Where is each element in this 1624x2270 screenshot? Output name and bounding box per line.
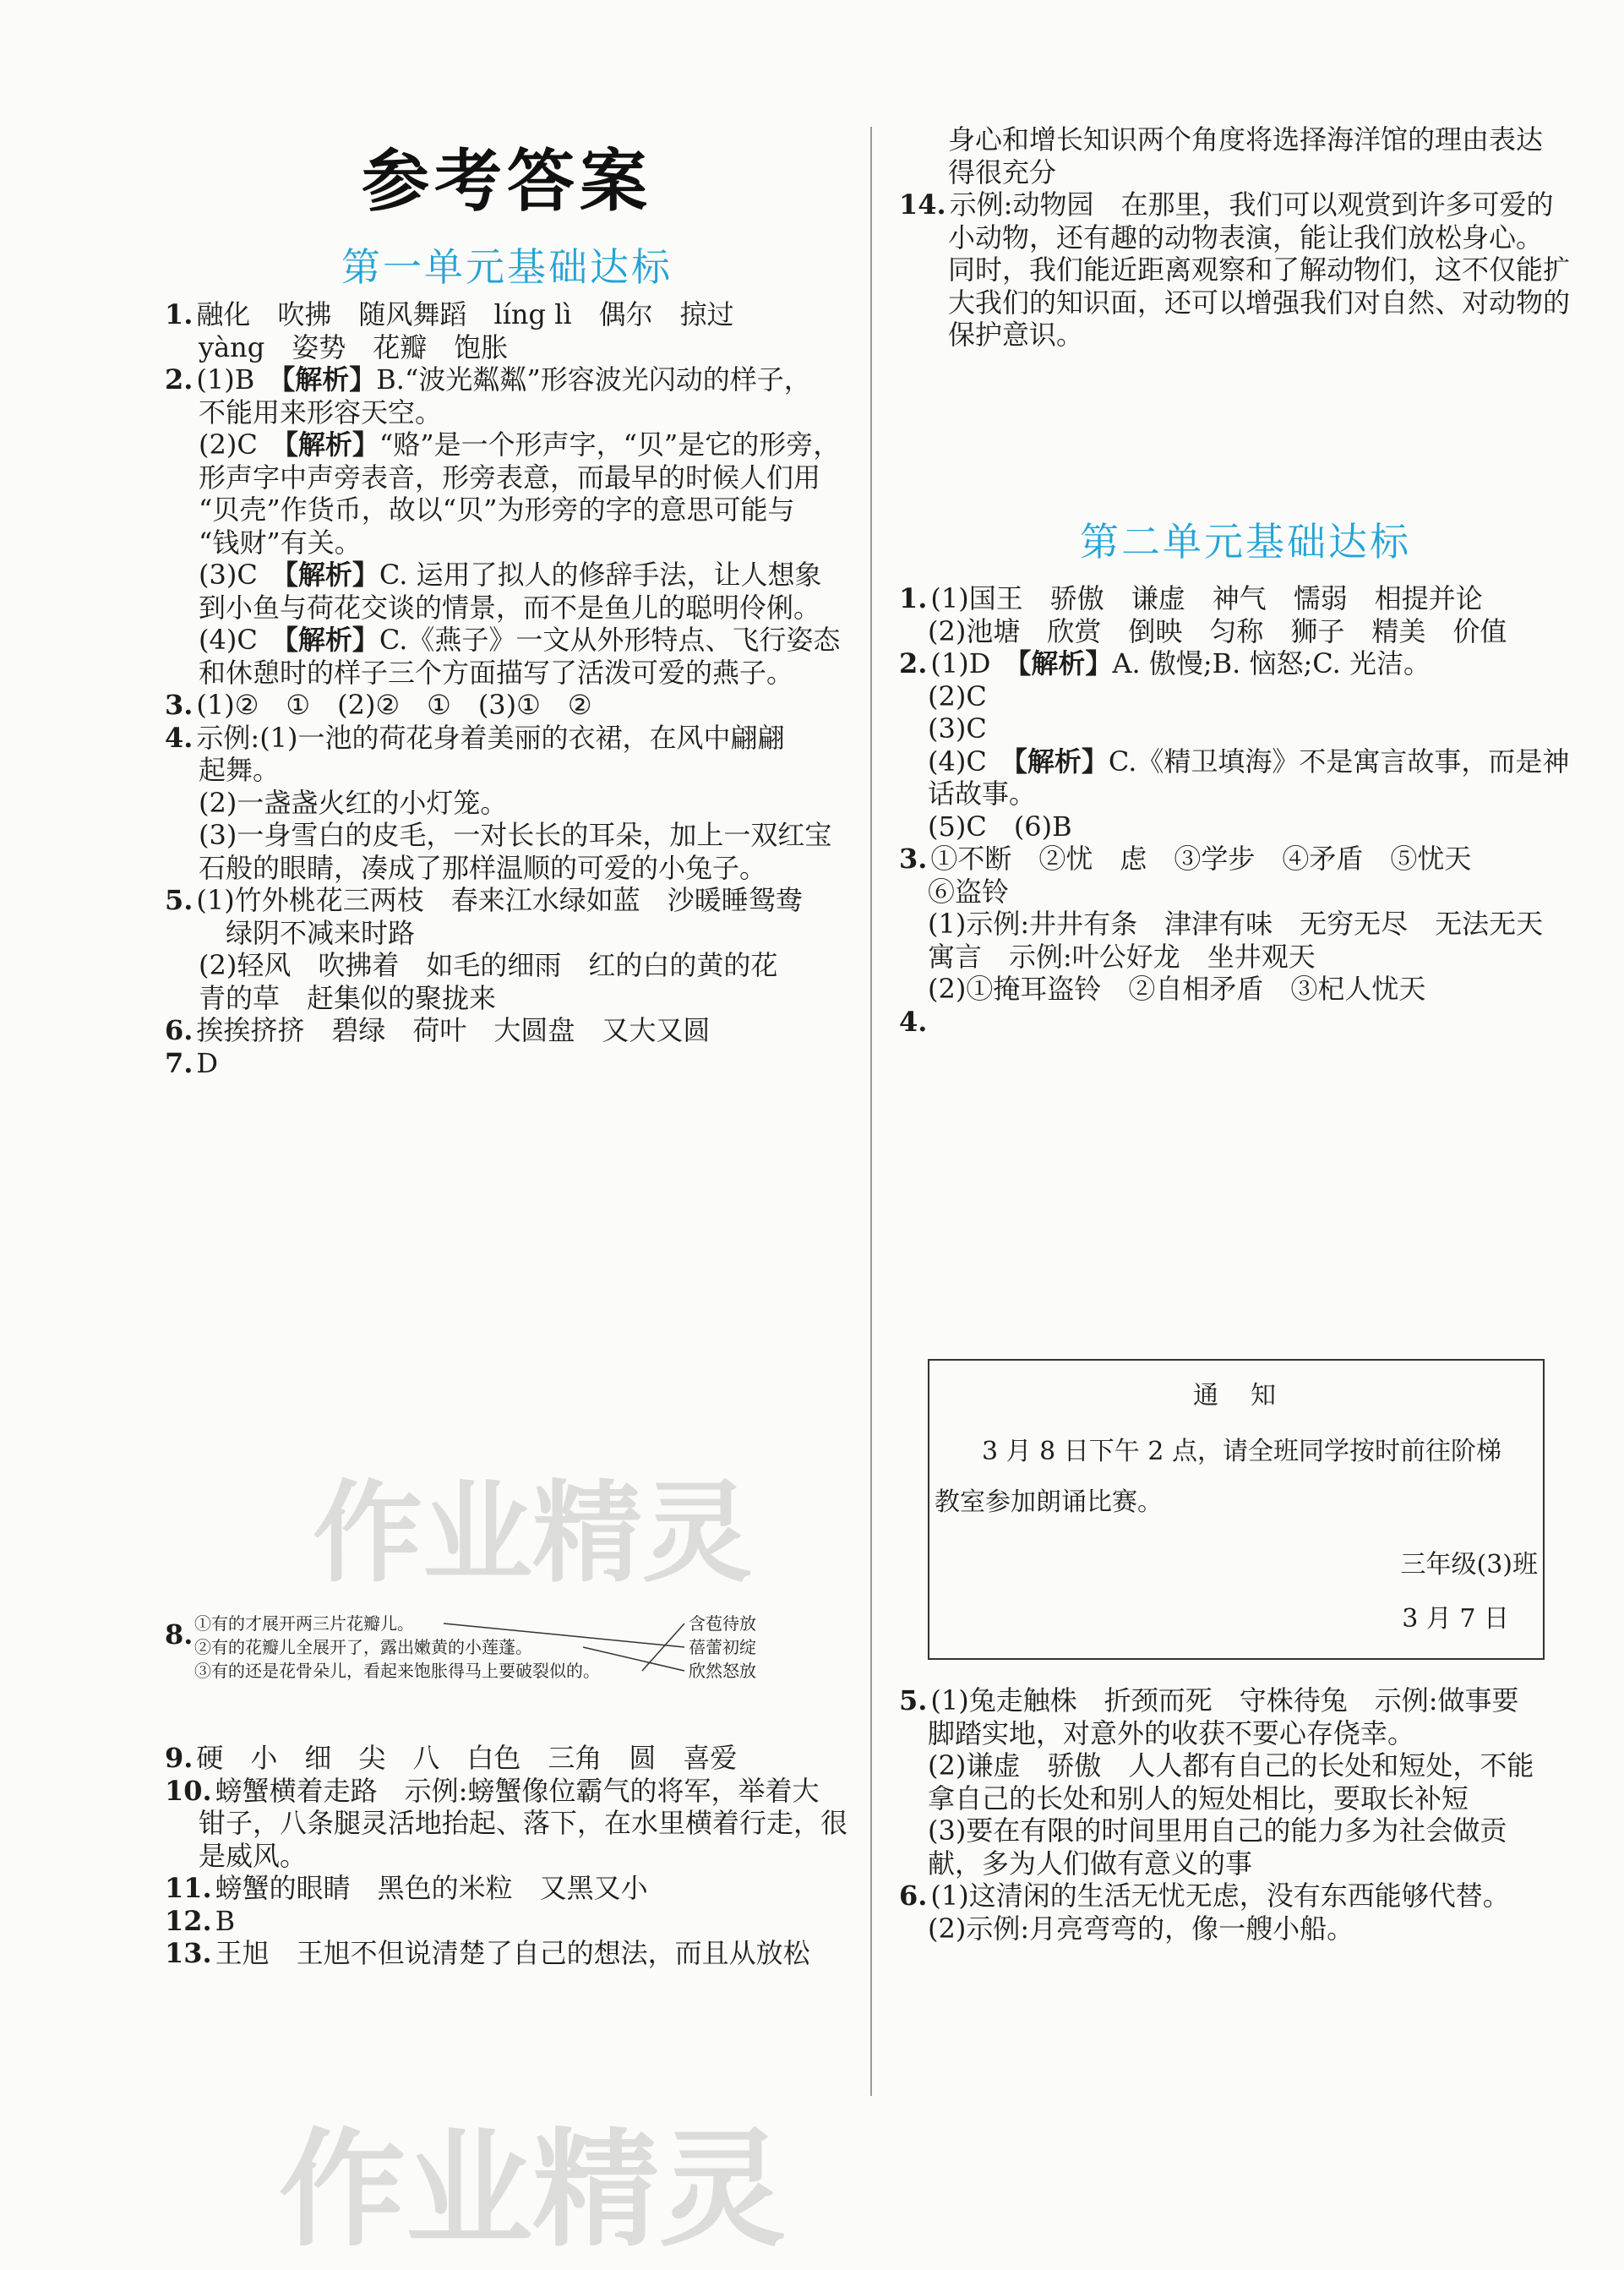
right-bottom-line: [928, 1782, 1469, 1815]
left-line: [165, 883, 803, 917]
right-mid-line: [928, 777, 1036, 810]
answer-text: C.《精卫填海》不是寓言故事，而是神: [1108, 745, 1570, 778]
analysis-label: 【解析】: [281, 363, 377, 396]
left2-line: [199, 1839, 307, 1873]
notice-title: 通 知: [1193, 1381, 1279, 1411]
question-number: 2.: [165, 363, 193, 396]
question-number: 4.: [165, 721, 193, 754]
right-mid-line: [928, 907, 1543, 941]
left2-line: [165, 1904, 235, 1938]
right-bottom-line: [928, 1847, 1252, 1880]
left-line: [165, 688, 592, 722]
answer-text: 王旭 王旭不但说清楚了自己的想法，而且从放松: [215, 1937, 810, 1969]
answer-text: 示例:(1)一池的荷花身着美丽的衣裙，在风中翩翩: [196, 721, 785, 754]
analysis-label: 【解析】: [284, 428, 379, 461]
right-mid-line: [928, 614, 1507, 648]
answer-text: ①不断 ②忧 虑 ③学步 ④矛盾 ⑤忧天: [930, 843, 1472, 875]
right-bottom-line: [899, 1683, 1519, 1717]
left2-line: [165, 1871, 648, 1905]
q8-sentence: ③有的还是花骨朵儿，看起来饱胀得马上要破裂似的。: [194, 1661, 600, 1681]
answer-text: 示例:动物园 在那里，我们可以观赏到许多可爱的: [949, 188, 1554, 221]
analysis-label: 【解析】: [284, 559, 379, 591]
question-number: 5.: [165, 884, 193, 916]
answer-text: (3)要在有限的时间里用自己的能力多为社会做贡: [928, 1814, 1507, 1847]
notice-body-line-2: 教室参加朗诵比赛。: [935, 1487, 1163, 1517]
answer-text: (3)一身雪白的皮毛，一对长长的耳朵，加上一双红宝: [199, 819, 832, 851]
left-line: [199, 981, 496, 1015]
question-number: 14.: [899, 188, 946, 221]
left-line: [199, 786, 507, 820]
left-line: [199, 623, 840, 657]
answer-text: (2)示例:月亮弯弯的，像一艘小船。: [928, 1912, 1354, 1945]
answer-text: 同时，我们能近距离观察和了解动物们，这不仅能扩: [948, 254, 1571, 286]
answer-text: 硬 小 细 尖 八 白色 三角 圆 喜爱: [196, 1742, 738, 1774]
answer-text: 是威风。: [199, 1839, 308, 1872]
answer-text: C. 运用了拟人的修辞手法，让人想象: [379, 559, 822, 591]
answer-text: 挨挨挤挤 碧绿 荷叶 大圆盘 又大又圆: [196, 1014, 711, 1046]
left-line: [165, 721, 785, 755]
q8-connector: [444, 1623, 684, 1647]
answer-text: (2)C: [928, 679, 987, 712]
left-line: [199, 753, 280, 787]
right-mid-line: [899, 581, 1483, 615]
left-line: [199, 656, 793, 690]
answer-text: “钱财”有关。: [199, 526, 362, 559]
notice-signer: 三年级(3)班: [1400, 1550, 1538, 1580]
answer-text: (2)谦虚 骄傲 人人都有自己的长处和短处，不能: [928, 1749, 1534, 1782]
right-mid-line: [899, 647, 1431, 680]
column-divider: [870, 127, 872, 2096]
analysis-label: 【解析】: [1013, 745, 1109, 778]
answer-text: 到小鱼与荷花交谈的情景，而不是鱼儿的聪明伶俐。: [199, 591, 821, 624]
answer-text: (3)C: [928, 712, 987, 745]
page-title: 参考答案: [362, 142, 652, 221]
answer-text: 螃蟹的眼睛 黑色的米粒 又黑又小: [215, 1872, 648, 1904]
answer-text: D: [196, 1046, 219, 1079]
answer-text: 不能用来形容天空。: [199, 396, 443, 428]
right-top-line: [948, 221, 1543, 254]
left-line: [199, 948, 777, 982]
left-line: [199, 851, 766, 885]
right-mid-line: [928, 712, 987, 745]
question-number: 13.: [165, 1937, 212, 1969]
answer-text: 石般的眼睛，凑成了那样温顺的可爱的小兔子。: [199, 851, 767, 884]
question-number: 11.: [165, 1872, 212, 1904]
answer-text: 形声字中声旁表音，形旁表意，而最早的时候人们用: [199, 461, 821, 494]
question-number: 9.: [165, 1742, 193, 1774]
right-mid-line: [899, 842, 1471, 876]
answer-text: 拿自己的长处和别人的短处相比，要取长补短: [928, 1782, 1469, 1814]
answer-text: 寓言 示例:叶公好龙 坐井观天: [928, 940, 1316, 973]
left-line: [199, 396, 442, 429]
answer-text: 青的草 赶集似的聚拢来: [199, 981, 497, 1014]
question-number: 4.: [899, 1005, 928, 1038]
question-number: 3.: [165, 689, 193, 721]
answer-text: 起舞。: [199, 754, 281, 786]
section-unit1-title: 第一单元基础达标: [341, 244, 673, 290]
left-line: [199, 493, 794, 527]
left-line: [165, 363, 811, 396]
left-line: [199, 526, 362, 559]
left-line: [199, 916, 415, 950]
right-bottom-line: [928, 1749, 1534, 1782]
answer-text: 绿阴不减来时路: [199, 916, 416, 949]
answer-choice: (2)C: [199, 428, 285, 461]
left2-line: [165, 1774, 819, 1808]
q8-term: 欣然怒放: [689, 1661, 756, 1681]
notice-date: 3 月 7 日: [1402, 1604, 1509, 1634]
question-number: 1.: [165, 298, 193, 330]
right-bottom-line: [928, 1814, 1507, 1847]
answer-text: 话故事。: [928, 778, 1037, 810]
left-line: [199, 428, 840, 461]
left-line: [199, 330, 508, 364]
left-line: [199, 591, 820, 625]
left-line: [165, 1046, 218, 1080]
analysis-label: 【解析】: [1017, 647, 1113, 679]
answer-text: ⑥盗铃: [928, 875, 1010, 908]
right-bottom-line: [928, 1716, 1414, 1750]
answer-text: 和休憩时的样子三个方面描写了活泼可爱的燕子。: [199, 656, 794, 689]
right-bottom-line: [928, 1912, 1354, 1945]
answer-text: C.《燕子》一文从外形特点、飞行姿态: [379, 624, 841, 656]
notice-box: [928, 1359, 1545, 1660]
answer-text: 钳子，八条腿灵活地抬起、落下，在水里横着行走，很: [199, 1807, 848, 1839]
answer-text: 得很充分: [948, 156, 1057, 188]
question-number: 2.: [899, 647, 928, 679]
answer-text: (1)示例:井井有条 津津有味 无穷无尽 无法无天: [928, 908, 1544, 940]
left2-line: [199, 1806, 847, 1840]
question-number: 7.: [165, 1046, 193, 1079]
right-mid-line: [928, 972, 1425, 1006]
notice-body-line-1: 3 月 8 日下午 2 点，请全班同学按时前往阶梯: [982, 1437, 1501, 1466]
right-top-line: [948, 318, 1083, 352]
answer-text: B: [215, 1904, 236, 1937]
right-mid-line: [928, 745, 1569, 778]
answer-text: 大我们的知识面，还可以增强我们对自然、对动物的: [948, 286, 1571, 319]
right-bottom-line: [899, 1879, 1510, 1913]
answer-choice: (4)C: [199, 624, 285, 656]
right-mid-line: [928, 940, 1316, 974]
watermark-center: 作业精灵: [313, 1469, 753, 1597]
right-mid-line: [928, 679, 987, 713]
question-number: 3.: [899, 843, 928, 875]
question-number: 6.: [899, 1880, 928, 1912]
answer-text: 小动物，还有趣的动物表演，能让我们放松身心。: [948, 221, 1544, 254]
answer-choice: (1)B: [196, 363, 282, 396]
right-mid-line: [928, 810, 1072, 843]
answer-choice: (1)D: [930, 647, 1018, 679]
answer-choice: (3)C: [199, 559, 285, 591]
right-top-line: [899, 188, 1553, 221]
right-top-line: [948, 253, 1570, 286]
answer-text: (2)池塘 欣赏 倒映 匀称 狮子 精美 价值: [928, 614, 1507, 647]
answer-text: (1)② ① (2)② ① (3)① ②: [196, 689, 592, 721]
answer-text: B.“波光粼粼”形容波光闪动的样子，: [376, 363, 811, 396]
q8-term: 含苞待放: [689, 1613, 756, 1634]
watermark-bottom: 作业精灵: [279, 2117, 787, 2264]
answer-choice: (4)C: [928, 745, 1014, 778]
answer-text: A. 傲慢;B. 恼怒;C. 光洁。: [1112, 647, 1431, 679]
left2-line: [165, 1936, 810, 1970]
right-mid-line: [899, 1005, 930, 1039]
q8-sentence: ②有的花瓣儿全展开了，露出嫩黄的小莲蓬。: [194, 1637, 532, 1657]
right-mid-line: [928, 875, 1009, 909]
question-number: 6.: [165, 1014, 193, 1046]
answer-text: “赂”是一个形声字，“贝”是它的形旁，: [379, 428, 841, 461]
answer-text: 献，多为人们做有意义的事: [928, 1847, 1253, 1880]
analysis-label: 【解析】: [284, 624, 379, 656]
q8-connector-lines: [156, 1612, 858, 1697]
answer-text: (1)竹外桃花三两枝 春来江水绿如蓝 沙暖睡鸳鸯: [196, 884, 803, 916]
answer-text: (1)国王 骄傲 谦虚 神气 懦弱 相提并论: [930, 582, 1483, 614]
q8-term: 蓓蕾初绽: [689, 1637, 756, 1657]
left-line: [199, 818, 831, 852]
answer-text: 脚踏实地，对意外的收获不要心存侥幸。: [928, 1716, 1415, 1749]
question-number: 1.: [899, 582, 928, 614]
q8-sentence: ①有的才展开两三片花瓣儿。: [194, 1613, 414, 1634]
answer-text: 螃蟹横着走路 示例:螃蟹像位霸气的将军，举着大: [215, 1774, 820, 1807]
answer-text: (2)一盏盏火红的小灯笼。: [199, 786, 508, 819]
answer-text: (1)这清闲的生活无忧无虑，没有东西能够代替。: [930, 1880, 1510, 1912]
left2-line: [165, 1741, 737, 1775]
question-number: 10.: [165, 1774, 212, 1807]
answer-text: (5)C (6)B: [928, 810, 1072, 843]
left-line: [165, 297, 734, 331]
left-line: [199, 558, 822, 592]
answer-text: yàng 姿势 花瓣 饱胀: [199, 330, 509, 363]
q8-connector: [583, 1647, 684, 1671]
answer-text: 保护意识。: [948, 319, 1084, 351]
answer-text: (2)轻风 吹拂着 如毛的细雨 红的白的黄的花: [199, 949, 778, 981]
section-unit2-title: 第二单元基础达标: [1080, 519, 1411, 565]
answer-text: (2)①掩耳盗铃 ②自相矛盾 ③杞人忧天: [928, 973, 1426, 1005]
answer-text: “贝壳”作货币，故以“贝”为形旁的字的意思可能与: [199, 494, 795, 526]
question-number: 5.: [899, 1684, 928, 1716]
right-top-line: [948, 156, 1056, 189]
right-top-line: [948, 286, 1570, 319]
right-top-line: [948, 123, 1543, 156]
question-number: 12.: [165, 1904, 212, 1937]
left-line: [165, 1013, 710, 1047]
answer-text: 融化 吹拂 随风舞蹈 líng lì 偶尔 掠过: [196, 298, 734, 330]
left-line: [199, 461, 820, 494]
answer-text: 身心和增长知识两个角度将选择海洋馆的理由表达: [948, 123, 1544, 156]
question-number: 8.: [165, 1618, 193, 1651]
answer-text: (1)兔走触株 折颈而死 守株待兔 示例:做事要: [930, 1684, 1519, 1716]
